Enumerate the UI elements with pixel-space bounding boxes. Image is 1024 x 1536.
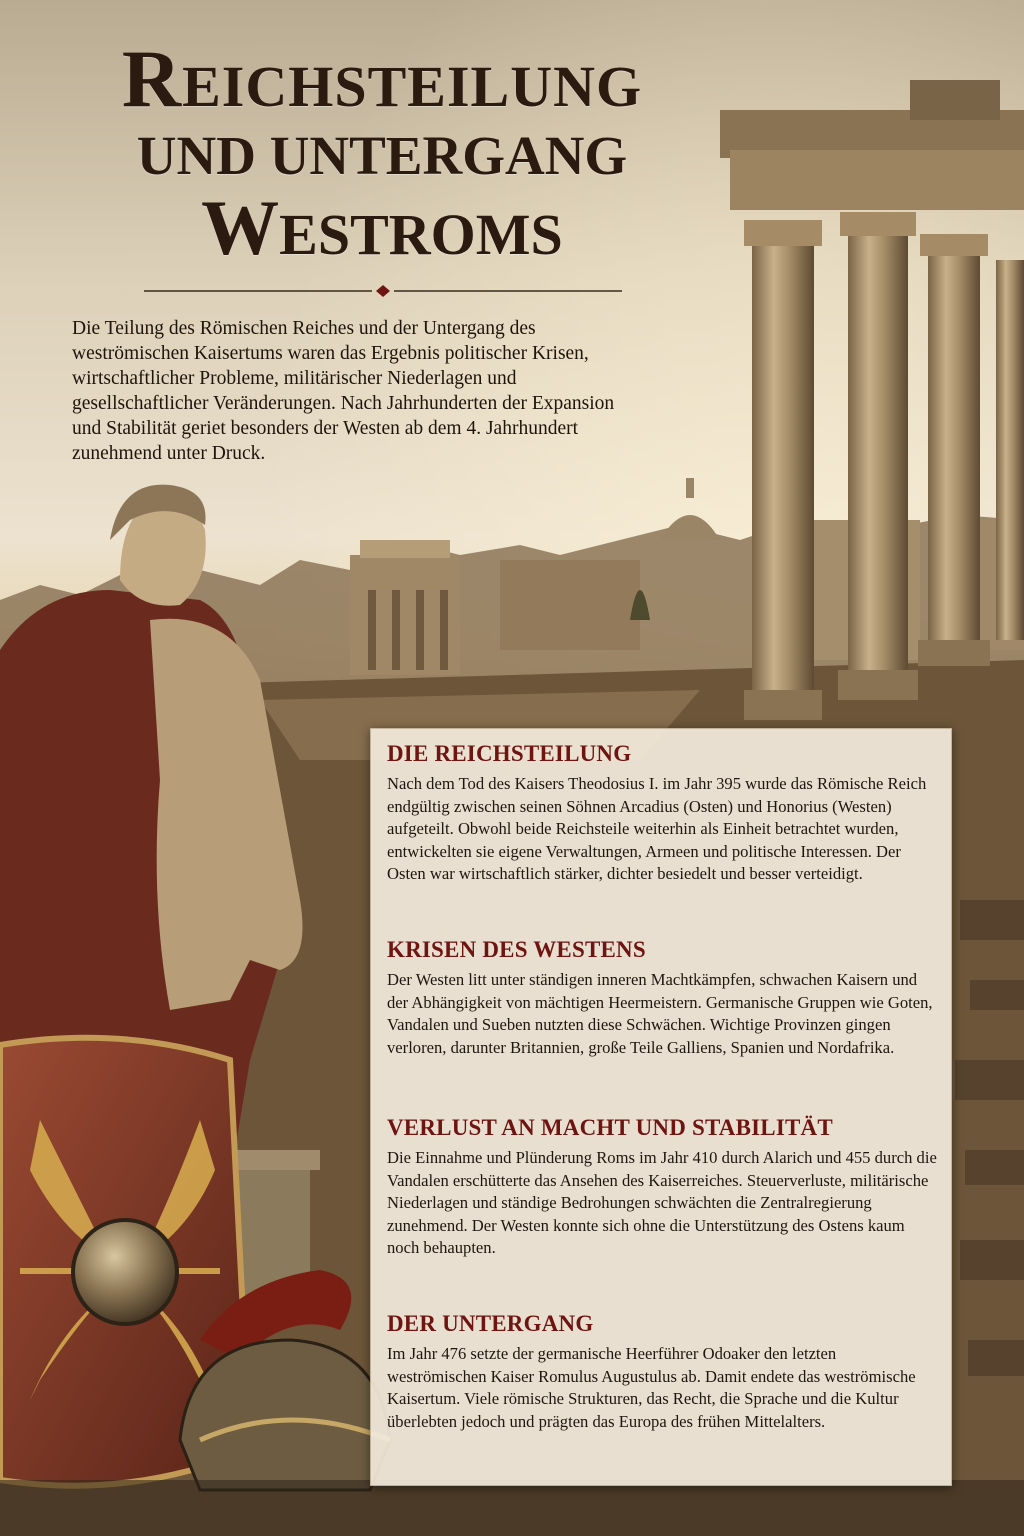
section-verlust <box>387 1113 939 1260</box>
page-title <box>62 33 702 271</box>
title-line-2: UND UNTERGANG <box>136 125 628 186</box>
section-reichsteilung <box>387 739 939 886</box>
section-text: Im Jahr 476 setzte der germanische Heerführer Odoaker den letzten weströmischen Kaiser Romulus Augustulus ab. Damit endete das weströmische Kaisertum. Viele römische Strukturen, das Recht, die Sprache und die Kultur überlebten jedoch und prägten das Europa des frühen Mittelalters. <box>387 1344 916 1431</box>
section-krisen <box>387 935 939 1059</box>
section-text: Die Einnahme und Plünderung Roms im Jahr 410 durch Alarich und 455 durch die Vandalen erschütterte das Ansehen des Kaiserreiches. Steuerverluste, militärische Niederlagen und ständige Bedrohungen schwächten die Zentralregierung zunehmend. Der Westen konnte sich ohne die Unterstützung des Ostens kaum noch behaupten. <box>387 1148 937 1258</box>
title-line-3: WESTROMS <box>201 184 563 271</box>
section-heading: VERLUST AN MACHT UND STABILITÄT <box>387 1115 833 1140</box>
content-panel <box>370 728 952 1486</box>
title-line-1: REICHSTEILUNG <box>121 33 643 124</box>
intro-text: Die Teilung des Römischen Reiches und der Untergang des weströmischen Kaisertums waren das Ergebnis politischer Krisen, wirtschaftlicher Probleme, militärischer Niederlagen und gesellschaftlicher Veränderungen. Nach Jahrhunderten der Expansion und Stabilität geriet besonders der Westen ab dem 4. Jahrhundert zunehmend unter Druck. <box>72 318 615 464</box>
section-untergang <box>387 1309 939 1433</box>
title-divider <box>144 284 622 298</box>
section-heading: DIE REICHSTEILUNG <box>387 741 632 766</box>
section-heading: DER UNTERGANG <box>387 1311 594 1336</box>
section-heading: KRISEN DES WESTENS <box>387 937 646 962</box>
section-text: Der Westen litt unter ständigen inneren Machtkämpfen, schwachen Kaisern und der Abhängigkeit von mächtigen Heermeistern. Germanische Gruppen wie Goten, Vandalen und Sueben nutzten diese Schwächen. Wichtige Provinzen gingen verloren, darunter Britannien, große Teile Galliens, Spanien und Nordafrika. <box>387 970 933 1057</box>
section-text: Nach dem Tod des Kaisers Theodosius I. im Jahr 395 wurde das Römische Reich endgültig zwischen seinen Söhnen Arcadius (Osten) und Honorius (Westen) aufgeteilt. Obwohl beide Reichsteile weiterhin als Einheit betrachtet wurden, entwickelten sie eigene Verwaltungen, Armeen und politische Interessen. Der Osten war wirtschaftlich stärker, dichter besiedelt und besser verteidigt. <box>387 774 927 884</box>
